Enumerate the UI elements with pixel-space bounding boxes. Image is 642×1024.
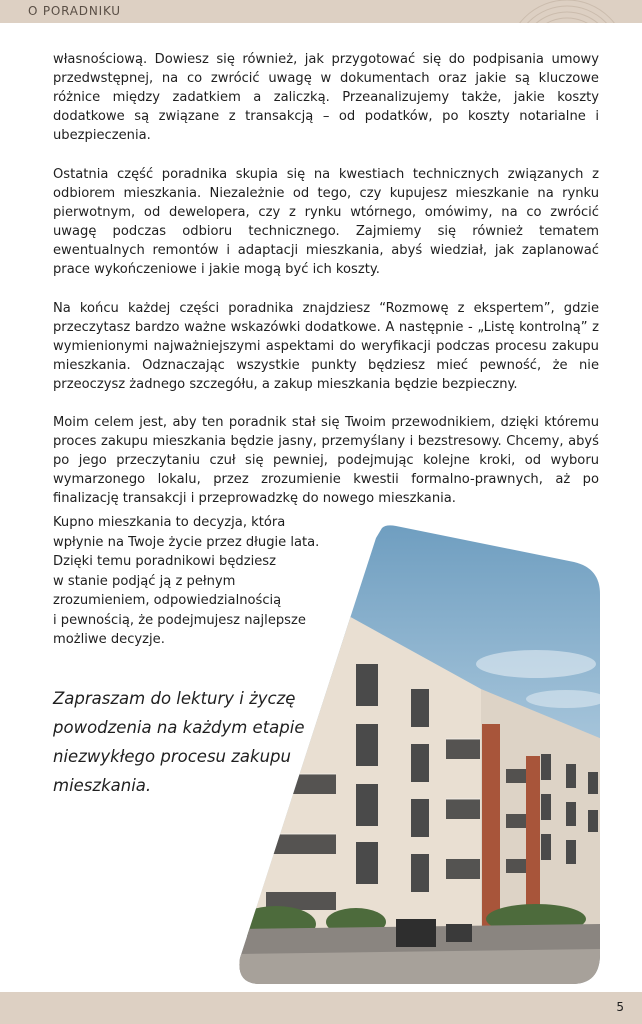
side-line: Kupno mieszkania to decyzja, która: [53, 515, 286, 530]
side-line: możliwe decyzje.: [53, 632, 165, 647]
side-line: w stanie podjąć ją z pełnym: [53, 573, 236, 589]
header-band: [0, 0, 642, 23]
apartment-building-photo: [236, 524, 602, 986]
decorative-arcs-icon: [492, 0, 642, 23]
quote-line: Zapraszam do lektury i życzę: [53, 689, 296, 708]
body-paragraph-4: Moim celem jest, aby ten poradnik stał się Twoim przewodnikiem, dzięki któremu proces zakupu mieszkania będzie jasny, przemyślany i bezstresowy. Chcemy, abyś po jego przeczytaniu czuł się pewniej, podejmując kolejne kroki, od wyboru wymarzonego lokalu, przez zrozumienie kwestii formalno-prawnych, aż po finalizację transakcji i przeprowadzkę do nowego mieszkania.: [53, 415, 599, 506]
side-line: Dzięki temu poradnikowi będziesz: [53, 554, 276, 569]
body-paragraph-3: Na końcu każdej części poradnika znajdziesz “Rozmowę z ekspertem”, gdzie przeczytasz bardzo ważne wskazówki dodatkowe. A następnie - „Listę kontrolną” z wymienionymi najważniejszymi aspektami do weryfikacji podczas procesu zakupu mieszkania. Odznaczając wszystkie punkty będziesz mieć pewność, że nie przeoczysz żadnego szczegółu, a zakup mieszkania będzie bezpieczny.: [53, 301, 599, 392]
side-line: i pewnością, że podejmujesz najlepsze: [53, 612, 306, 628]
body-paragraph-1: własnościową. Dowiesz się również, jak przygotować się do podpisania umowy przedwstępnej, na co zwrócić uwagę w dokumentach oraz jakie są kluczowe różnice między zadatkiem a zaliczką. Przeanalizujemy także, jakie koszty dodatkowe są związane z transakcją – od podatków, po koszty notarialne i ubezpieczenia.: [53, 52, 599, 143]
side-line: zrozumieniem, odpowiedzialnością: [53, 593, 282, 608]
quote-line: mieszkania.: [53, 776, 152, 795]
quote-line: niezwykłego procesu zakupu: [53, 747, 291, 766]
section-title: O PORADNIKU: [28, 4, 121, 18]
footer-band: [0, 992, 642, 1024]
page-number: 5: [616, 1000, 624, 1014]
quote-line: powodzenia na każdym etapie: [53, 718, 305, 737]
body-paragraph-2: Ostatnia część poradnika skupia się na kwestiach technicznych związanych z odbiorem mieszkania. Niezależnie od tego, czy kupujesz mieszkanie na rynku pierwotnym, od dewelopera, czy z rynku wtórnego, omówimy, na co zwrócić uwagę podczas odbioru technicznego. Zajmiemy się również tematem ewentualnych remontów i adaptacji mieszkania, abyś wiedział, jak zaplanować prace wykończeniowe i jakie mogą być ich koszty.: [53, 167, 599, 277]
side-line: wpłynie na Twoje życie przez długie lata.: [53, 534, 320, 550]
